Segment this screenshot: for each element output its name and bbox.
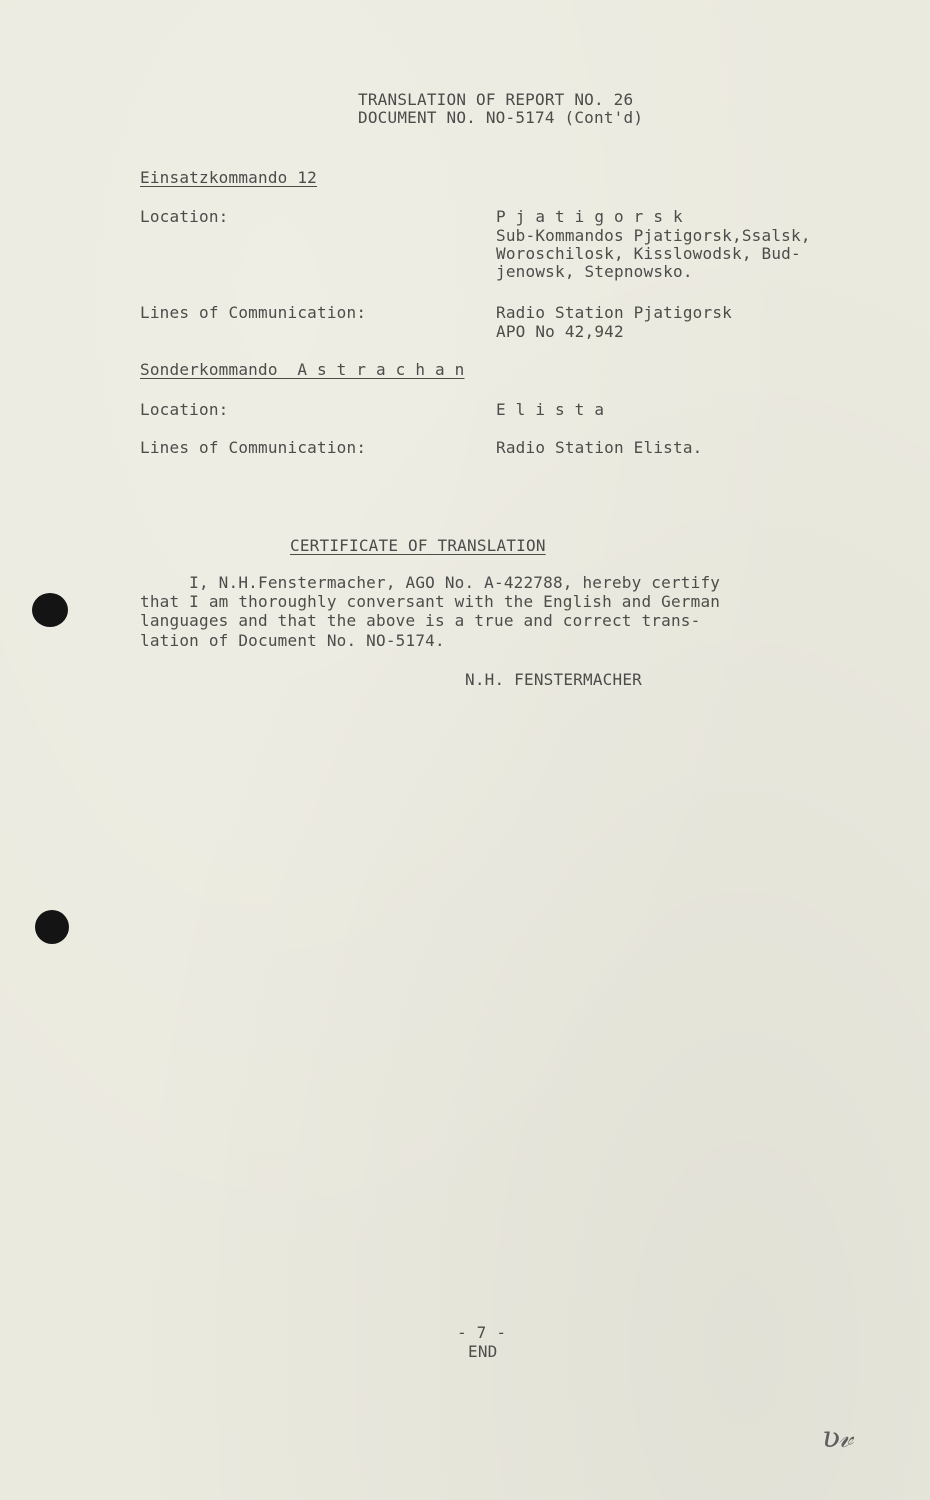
einsatzkommando-communication-radio: Radio Station Pjatigorsk bbox=[496, 303, 732, 322]
sonderkommando-location-label: Location: bbox=[140, 400, 229, 419]
einsatzkommando-location-value: P j a t i g o r s k bbox=[496, 207, 683, 226]
sonderkommando-location-value: E l i s t a bbox=[496, 400, 605, 419]
sonderkommando-heading: Sonderkommando A s t r a c h a n bbox=[140, 360, 465, 379]
punch-hole-upper bbox=[32, 593, 68, 627]
page-number: - 7 - bbox=[457, 1323, 507, 1342]
einsatzkommando-heading: Einsatzkommando 12 bbox=[140, 168, 317, 187]
einsatzkommando-communication-apo: APO No 42,942 bbox=[496, 322, 624, 341]
einsatzkommando-subkommandos-line2: Woroschilosk, Kisslowodsk, Bud- bbox=[496, 244, 801, 263]
certificate-line2: that I am thoroughly conversant with the English and German bbox=[140, 592, 721, 611]
header-title: TRANSLATION OF REPORT NO. 26 bbox=[358, 90, 634, 109]
header-document-number: DOCUMENT NO. NO-5174 (Cont'd) bbox=[358, 108, 644, 127]
certificate-signature: N.H. FENSTERMACHER bbox=[465, 670, 642, 689]
einsatzkommando-location-label: Location: bbox=[140, 207, 229, 226]
certificate-heading: CERTIFICATE OF TRANSLATION bbox=[290, 536, 546, 555]
einsatzkommando-communication-label: Lines of Communication: bbox=[140, 303, 367, 322]
certificate-line3: languages and that the above is a true and correct trans- bbox=[140, 611, 701, 630]
einsatzkommando-subkommandos-line1: Sub-Kommandos Pjatigorsk,Ssalsk, bbox=[496, 226, 811, 245]
end-marker: END bbox=[468, 1342, 498, 1361]
certificate-line4: lation of Document No. NO-5174. bbox=[140, 631, 445, 650]
punch-hole-lower bbox=[35, 910, 69, 944]
certificate-line1: I, N.H.Fenstermacher, AGO No. A-422788, hereby certify bbox=[140, 573, 721, 592]
handwritten-initials: ʋ𝓋 bbox=[822, 1420, 852, 1455]
sonderkommando-communication-value: Radio Station Elista. bbox=[496, 438, 703, 457]
sonderkommando-communication-label: Lines of Communication: bbox=[140, 438, 367, 457]
einsatzkommando-subkommandos-line3: jenowsk, Stepnowsko. bbox=[496, 262, 693, 281]
